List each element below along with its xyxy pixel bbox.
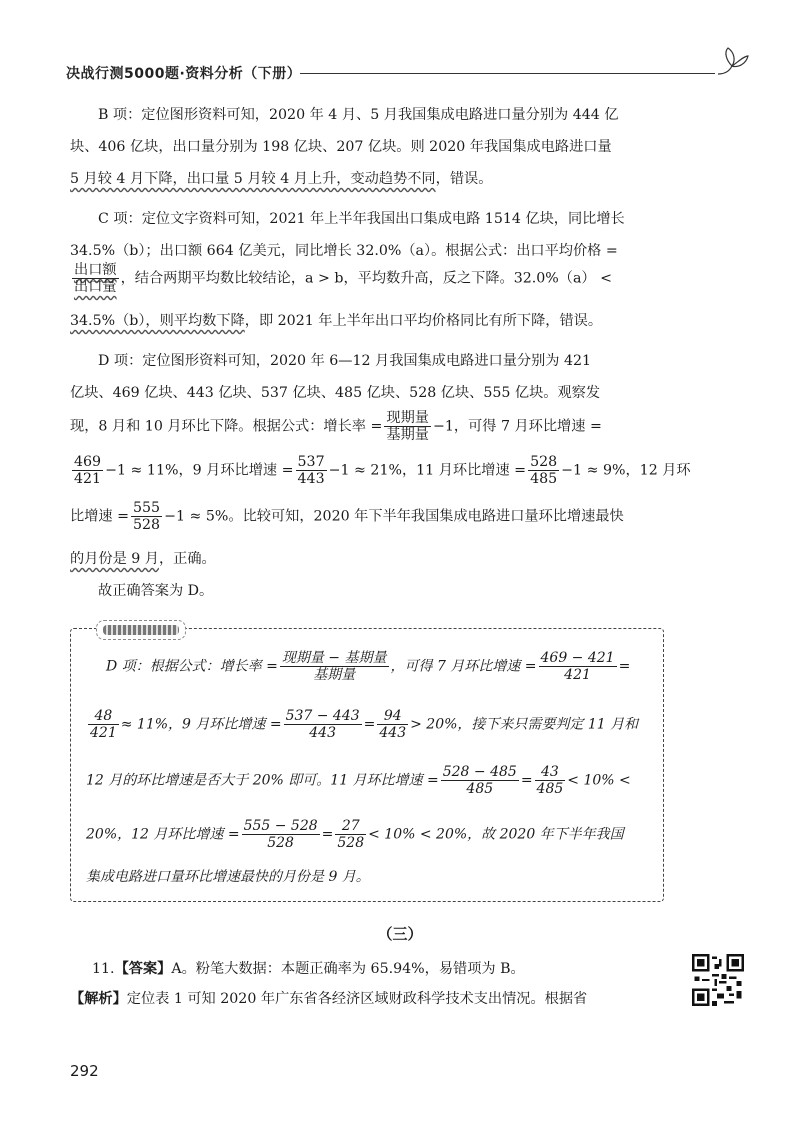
conclusion-line: 故正确答案为 D。 xyxy=(98,583,214,599)
running-header-title: 决战行测5000题·资料分析（下册） xyxy=(66,66,302,82)
page-number: 292 xyxy=(70,1062,99,1080)
qr-code-icon xyxy=(692,954,744,1006)
para-b-line-2: 块、406 亿块，出口量分别为 198 亿块、207 亿块。则 2020 年我国集成电路进口量 xyxy=(70,139,612,155)
para-d-line-1: D 项：定位图形资料可知，2020 年 6—12 月我国集成电路进口量分别为 421 xyxy=(98,353,592,369)
para-b-line-3: 5 月较 4 月下降，出口量 5 月较 4 月上升，变动趋势不同，错误。 xyxy=(70,171,493,187)
q11-analysis-line: 【解析】定位表 1 可知 2020 年广东省各经济区域财政科学技术支出情况。根据省 xyxy=(70,991,588,1007)
tip-row-3: 12 月的环比增速是否大于 20% 即可。11 月环比增速 = $\frac{528 - 485}{485}$ = $\frac{43}{485}$ < 10% < xyxy=(86,764,631,797)
para-c-line-3: $\frac{\text{出口额}}{\text{出口量}}$ ，结合两期平均数比较结论，a > b，平均数升高，反之下降。32.0%（a） < xyxy=(74,262,613,295)
para-b-emphasis: 5 月较 4 月下降，出口量 5 月较 4 月上升，变动趋势不同 xyxy=(70,171,436,187)
tip-row-2: $\frac{48}{421}$ ≈ 11%，9 月环比增速 = $\frac{537 - 443}{443}$ = $\frac{94}{443}$ > 20%，接下来只需要判定 11 月和 xyxy=(90,708,639,741)
para-d-line-5: 比增速 = $\frac{555}{528}$ −1 ≈ 5%。比较可知，2020 年下半年我国集成电路进口量环比增速最快 xyxy=(70,500,624,533)
tip-row-1: D 项：根据公式：增长率 = $\frac{\text{现期量 − 基期量}}{\text{基期量}}$ ，可得 7 月环比增速 = $\frac{469 - 421}{421}$ = xyxy=(106,650,631,683)
para-c-line-1: C 项：定位文字资料可知，2021 年上半年我国出口集成电路 1514 亿块，同比增长 xyxy=(98,211,625,227)
tip-row-5: 集成电路进口量环比增速最快的月份是 9 月。 xyxy=(86,869,370,885)
para-d-line-4: $\frac{469}{421}$ −1 ≈ 11%，9 月环比增速 = $\frac{537}{443}$ −1 ≈ 21%，11 月环比增速 = $\frac{528}{485}$ −1 ≈ 9%，12 月环 xyxy=(74,454,691,487)
para-d-line-3: 现，8 月和 10 月环比下降。根据公式：增长率 = $\frac{\text{现期量}}{\text{基期量}}$ −1，可得 7 月环比增速 = xyxy=(70,410,602,443)
header-rule xyxy=(300,73,715,74)
price-fraction: $\frac{\text{出口额}}{\text{出口量}}$ xyxy=(74,262,117,295)
tip-row-4: 20%，12 月环比增速 = $\frac{555 - 528}{528}$ = $\frac{27}{528}$ < 10% < 20%，故 2020 年下半年我国 xyxy=(86,818,624,851)
tip-badge-icon xyxy=(96,620,186,640)
section-title: （三） xyxy=(377,925,423,943)
para-c-line-2: 34.5%（b）；出口额 664 亿美元，同比增长 32.0%（a）。根据公式：出口平均价格 = xyxy=(70,243,618,259)
q11-answer-line: 11.【答案】A。粉笔大数据：本题正确率为 65.94%，易错项为 B。 xyxy=(92,961,525,977)
leaf-icon xyxy=(716,44,752,78)
para-c-line-4: 34.5%（b），则平均数下降，即 2021 年上半年出口平均价格同比有所下降，错误。 xyxy=(70,313,603,329)
para-d-line-6: 的月份是 9 月，正确。 xyxy=(70,551,216,567)
para-d-line-2: 亿块、469 亿块、443 亿块、537 亿块、485 亿块、528 亿块、555 亿块。观察发 xyxy=(70,385,601,401)
para-b-line-1: B 项：定位图形资料可知，2020 年 4 月、5 月我国集成电路进口量分别为 444 亿 xyxy=(98,107,619,123)
